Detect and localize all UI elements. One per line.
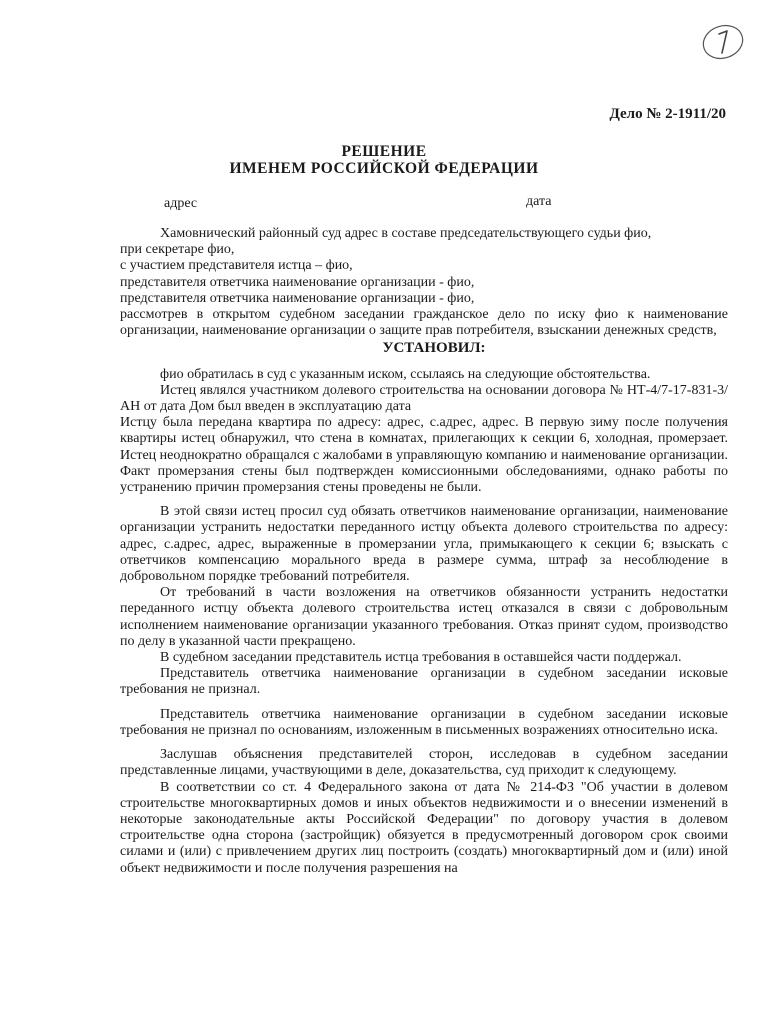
paragraph: Представитель ответчика наименование организации в судебном заседании исковые требования не признал по основаниям, изложенным в письменных возражениях относительно иска. — [120, 706, 728, 738]
intro-line: представителя ответчика наименование организации - фио, — [120, 290, 475, 306]
paragraph: Истец являлся участником долевого строительства на основании договора № НТ-4/7-17-831-3/АН от дата Дом был введен в эксплуатацию дата — [120, 382, 728, 415]
paragraph: В этой связи истец просил суд обязать ответчиков наименование организации, наименование организации устранить недостатки переданного истцу объекта долевого строительства по адресу: адрес, с.адрес, адрес, выраженные в промерзании угла, примыкающего к секции 6; взыскать с ответчиков компенсацию морального вреда в размере сумма, штраф за несоблюдение в добровольном порядке требований потребителя. — [120, 504, 728, 585]
paragraph: В соответствии со ст. 4 Федерального закона от дата № 214-ФЗ "Об участии в долевом строительстве многоквартирных домов и иных объектов недвижимости и о внесении изменений в некоторые законодательные акты Российской Федерации" по договору участия в долевом строительстве одна сторона (застройщик) обязуется в предусмотренный договором срок своими силами и (или) с привлечением других лиц построить (создать) многоквартирный дом и (или) иной объект недвижимости и после получения разрешения на — [120, 779, 728, 876]
document-subtitle: ИМЕНЕМ РОССИЙСКОЙ ФЕДЕРАЦИИ — [229, 160, 539, 177]
date-field: дата — [526, 194, 552, 209]
document-body — [120, 226, 728, 877]
intro-line: Хамовнический районный суд адрес в составе председательствующего судьи фио, — [160, 226, 652, 241]
intro-line: при секретаре фио, — [120, 242, 235, 258]
intro-line: с участием представителя истца – фио, — [120, 258, 353, 274]
paragraph: Представитель ответчика наименование организации в судебном заседании исковые требования не признал. — [120, 666, 728, 698]
paragraph: фио обратилась в суд с указанным иском, ссылаясь на следующие обстоятельства. — [160, 366, 651, 382]
paragraph: В судебном заседании представитель истца требования в оставшейся части поддержал. — [160, 650, 682, 666]
place-field: адрес — [164, 196, 198, 211]
section-heading: УСТАНОВИЛ: — [382, 340, 486, 357]
paragraph: Заслушав объяснения представителей сторон, исследовав в судебном заседании представленные лицами, участвующими в деле, доказательства, суд приходит к следующему. — [120, 747, 728, 779]
paragraph: От требований в части возложения на ответчиков обязанности устранить недостатки переданного истцу объекта долевого строительства истец отказался в связи с добровольным исполнением наименование организации указанного требования. Отказ принят судом, производство по делу в указанной части прекращено. — [120, 585, 728, 649]
intro-line: рассмотрев в открытом судебном заседании гражданское дело по иску фио к наименование организации, наименование организации о защите прав потребителя, взыскании денежных средств, — [120, 307, 728, 339]
paragraph: Истцу была передана квартира по адресу: адрес, с.адрес, адрес. В первую зиму после получения квартиры истец обнаружил, что стена в комнатах, прилегающих к секции 6, холодная, промерзает. Истец неоднократно обращался с жалобами в управляющую компанию и наименование организации. Факт промерзания стены был подтвержден комиссионными обследованиями, однако работы по устранению причин промерзания стены проведены не были. — [120, 415, 728, 496]
intro-line: представителя ответчика наименование организации - фио, — [120, 274, 475, 290]
document-title: РЕШЕНИЕ — [341, 143, 427, 160]
case-number: Дело № 2-1911/20 — [609, 106, 726, 122]
handwritten-page-number — [700, 22, 746, 62]
